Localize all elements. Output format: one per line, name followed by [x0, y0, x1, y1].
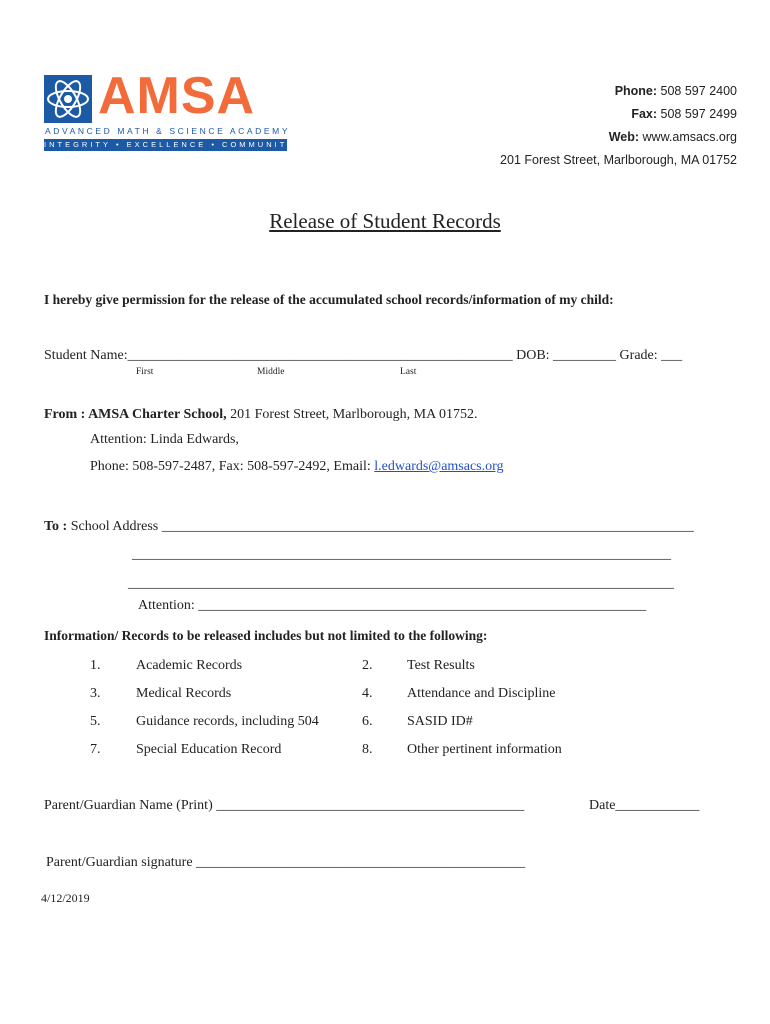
record-test-results: Test Results — [407, 658, 475, 673]
date-field[interactable]: Date____________ — [589, 798, 700, 813]
logo-motto: INTEGRITY • EXCELLENCE • COMMUNITY — [44, 140, 296, 149]
permission-statement: I hereby give permission for the release of the accumulated school records/information of my child: — [44, 292, 614, 307]
revision-date: 4/12/2019 — [41, 891, 90, 905]
web-row — [500, 126, 737, 149]
from-contact-text: Phone: 508-597-2487, Fax: 508-597-2492, Email: — [90, 459, 375, 474]
record-other: Other pertinent information — [407, 742, 562, 757]
guardian-name-field[interactable]: Parent/Guardian Name (Print) ____________________________________________ — [44, 798, 525, 813]
phone-row — [500, 80, 737, 103]
record-number: 2. — [362, 658, 373, 673]
to-school-address: School Address ____________________________________________________________________________ — [67, 519, 694, 534]
record-number: 7. — [90, 742, 101, 757]
web-value: www.amsacs.org — [642, 130, 737, 144]
phone-value: 508 597 2400 — [660, 84, 737, 98]
from-line — [44, 407, 477, 423]
from-attention: Attention: Linda Edwards, — [90, 432, 239, 447]
record-sasid: SASID ID# — [407, 714, 473, 729]
last-name-caption: Last — [400, 367, 417, 377]
to-label: To : — [44, 519, 68, 534]
contact-block — [500, 80, 737, 172]
fax-value: 508 597 2499 — [660, 107, 737, 121]
record-number: 6. — [362, 714, 373, 729]
record-medical: Medical Records — [136, 686, 232, 701]
student-name-line[interactable]: Student Name:_______________________________________________________ DOB: _________ Grade: ___ — [44, 348, 683, 363]
logo-subtitle: ADVANCED MATH & SCIENCE ACADEMY — [45, 126, 291, 136]
to-line[interactable] — [44, 519, 694, 535]
to-address-line-2[interactable]: _____________________________________________________________________________ — [132, 547, 671, 562]
record-number: 8. — [362, 742, 373, 757]
atom-logo-icon — [44, 75, 92, 123]
from-label: From : AMSA Charter School, — [44, 407, 227, 422]
record-attendance: Attendance and Discipline — [407, 686, 556, 701]
email-link[interactable]: l.edwards@amsacs.org — [374, 459, 504, 474]
to-attention-line[interactable]: Attention: ________________________________________________________________ — [138, 598, 647, 613]
records-heading: Information/ Records to be released includes but not limited to the following: — [44, 628, 488, 643]
record-number: 5. — [90, 714, 101, 729]
record-academic: Academic Records — [136, 658, 243, 673]
record-special-ed: Special Education Record — [136, 742, 282, 757]
page-title: Release of Student Records — [269, 209, 501, 233]
web-label: Web: — [608, 130, 640, 144]
middle-name-caption: Middle — [257, 367, 285, 377]
record-guidance: Guidance records, including 504 — [136, 714, 319, 729]
record-number: 3. — [90, 686, 101, 701]
address-row: 201 Forest Street, Marlborough, MA 01752 — [500, 153, 737, 167]
guardian-signature-field[interactable]: Parent/Guardian signature _______________________________________________ — [46, 855, 526, 870]
to-address-line-3[interactable]: ______________________________________________________________________________ — [128, 576, 674, 591]
record-number: 1. — [90, 658, 101, 673]
record-number: 4. — [362, 686, 373, 701]
fax-label: Fax: — [631, 107, 658, 121]
phone-label: Phone: — [614, 84, 658, 98]
from-address: 201 Forest Street, Marlborough, MA 01752. — [226, 407, 478, 422]
logo-wordmark: AMSA — [98, 67, 256, 125]
from-contact — [90, 459, 504, 475]
amsa-logo — [44, 67, 296, 152]
first-name-caption: First — [136, 367, 154, 377]
fax-row — [500, 103, 737, 126]
